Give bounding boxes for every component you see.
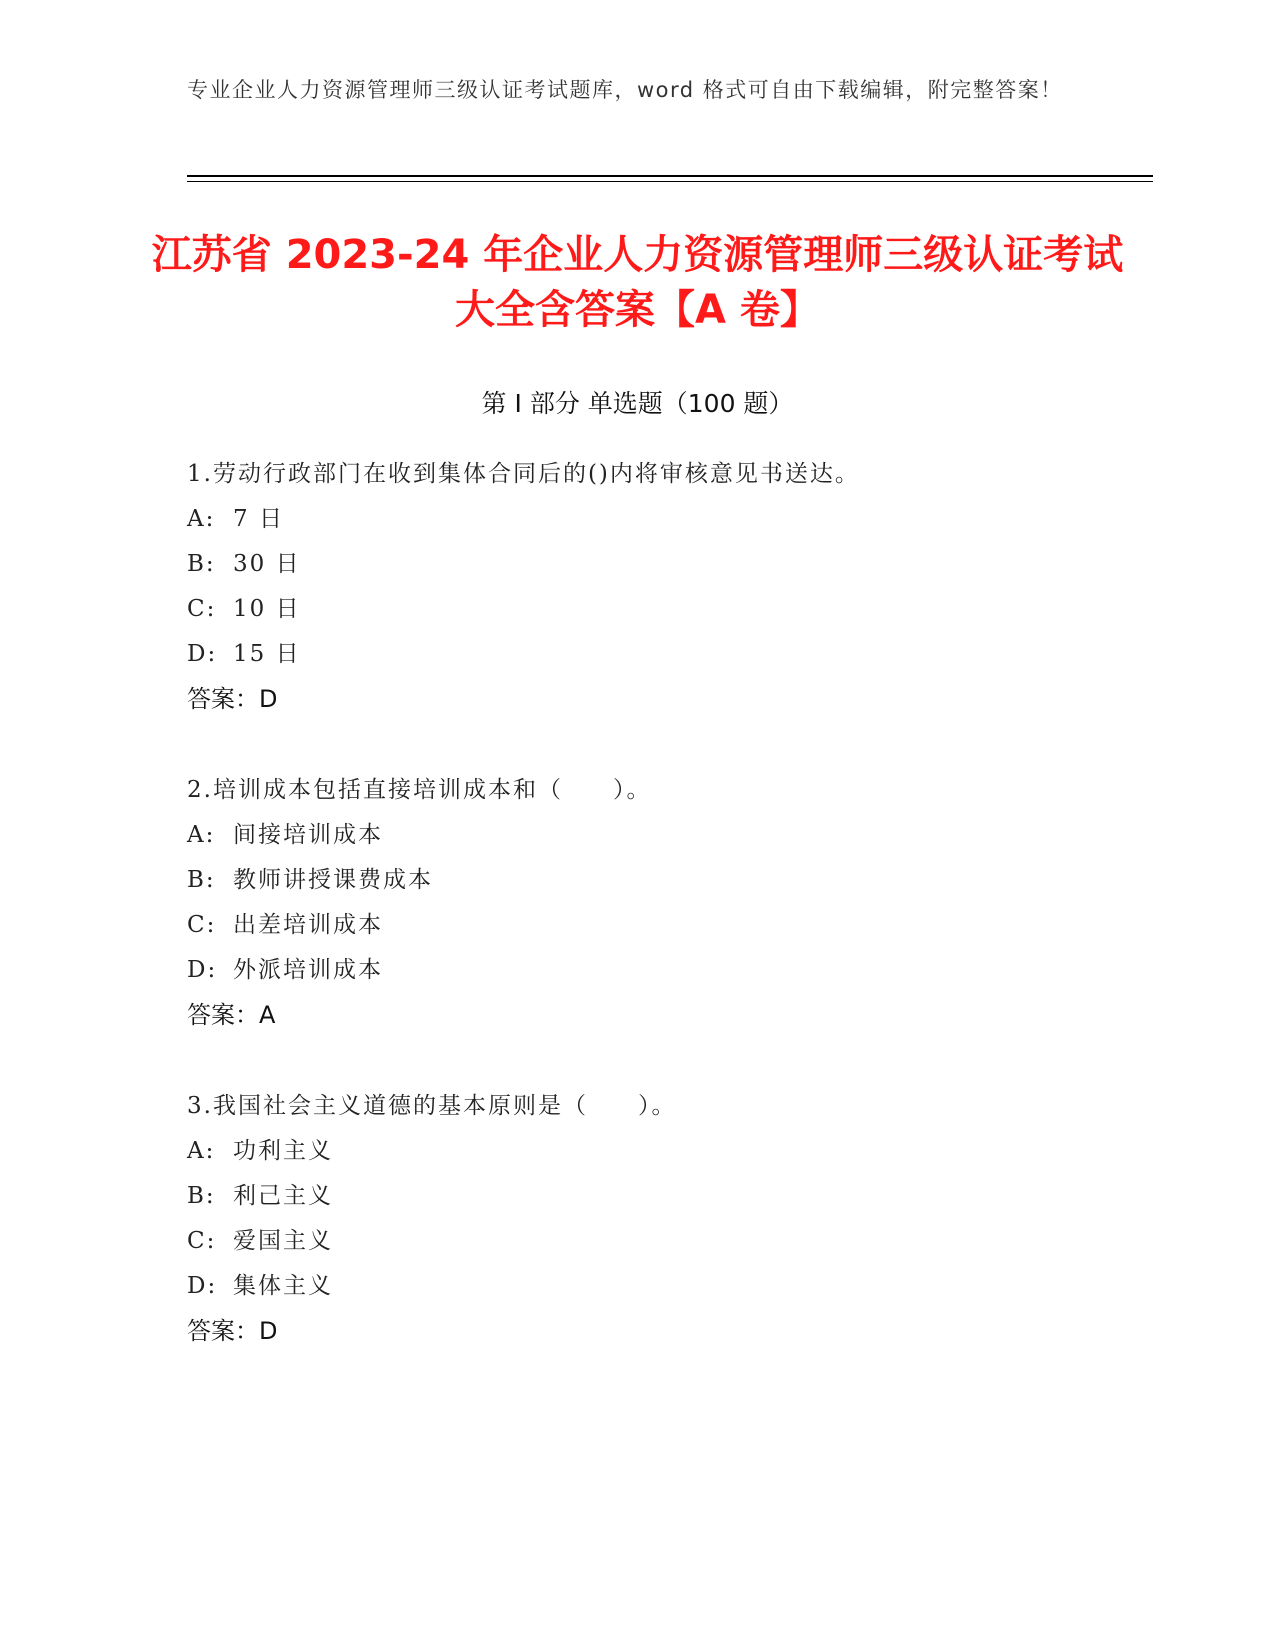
question-stem: 3.我国社会主义道德的基本原则是（ ）。 bbox=[187, 1093, 677, 1119]
option-text: 利己主义 bbox=[233, 1183, 333, 1209]
option-letter: D: bbox=[187, 1273, 218, 1299]
option-letter: D: bbox=[187, 957, 218, 983]
option-d bbox=[187, 948, 1147, 993]
option-text: 间接培训成本 bbox=[233, 822, 383, 848]
question-2 bbox=[187, 768, 1147, 1038]
option-text: 15 日 bbox=[233, 641, 301, 667]
option-c bbox=[187, 903, 1147, 948]
option-letter: A: bbox=[187, 822, 216, 848]
question-stem: 2.培训成本包括直接培训成本和（ ）。 bbox=[187, 777, 652, 803]
option-text: 集体主义 bbox=[233, 1273, 333, 1299]
option-b bbox=[187, 858, 1147, 903]
answer: 答案：D bbox=[187, 685, 278, 713]
section-heading: 第 I 部分 单选题（100 题） bbox=[481, 389, 794, 418]
option-letter: B: bbox=[187, 551, 216, 577]
document-title: 江苏省 2023-24 年企业人力资源管理师三级认证考试大全含答案【A 卷】 bbox=[151, 232, 1124, 333]
question-1 bbox=[187, 452, 1147, 722]
option-text: 外派培训成本 bbox=[233, 957, 383, 983]
option-text: 功利主义 bbox=[233, 1138, 333, 1164]
header-divider-thick bbox=[187, 175, 1153, 177]
option-c bbox=[187, 1219, 1147, 1264]
option-letter: C: bbox=[187, 596, 217, 622]
option-letter: A: bbox=[187, 506, 216, 532]
option-a bbox=[187, 497, 1147, 542]
header-note: 专业企业人力资源管理师三级认证考试题库，word 格式可自由下载编辑，附完整答案！ bbox=[187, 78, 1063, 102]
option-text: 10 日 bbox=[233, 596, 301, 622]
option-letter: A: bbox=[187, 1138, 216, 1164]
answer: 答案：A bbox=[187, 1001, 276, 1029]
option-a bbox=[187, 1129, 1147, 1174]
option-letter: C: bbox=[187, 912, 217, 938]
option-a bbox=[187, 813, 1147, 858]
option-letter: B: bbox=[187, 867, 216, 893]
option-text: 教师讲授课费成本 bbox=[233, 867, 433, 893]
header-divider-thin bbox=[187, 181, 1153, 182]
question-stem: 1.劳动行政部门在收到集体合同后的()内将审核意见书送达。 bbox=[187, 461, 860, 487]
option-letter: D: bbox=[187, 641, 218, 667]
option-b bbox=[187, 1174, 1147, 1219]
option-text: 出差培训成本 bbox=[233, 912, 383, 938]
option-text: 爱国主义 bbox=[233, 1228, 333, 1254]
option-d bbox=[187, 1264, 1147, 1309]
option-letter: C: bbox=[187, 1228, 217, 1254]
answer: 答案：D bbox=[187, 1317, 278, 1345]
option-d bbox=[187, 632, 1147, 677]
option-text: 30 日 bbox=[233, 551, 301, 577]
option-c bbox=[187, 587, 1147, 632]
option-letter: B: bbox=[187, 1183, 216, 1209]
question-3 bbox=[187, 1084, 1147, 1354]
option-b bbox=[187, 542, 1147, 587]
option-text: 7 日 bbox=[233, 506, 284, 532]
